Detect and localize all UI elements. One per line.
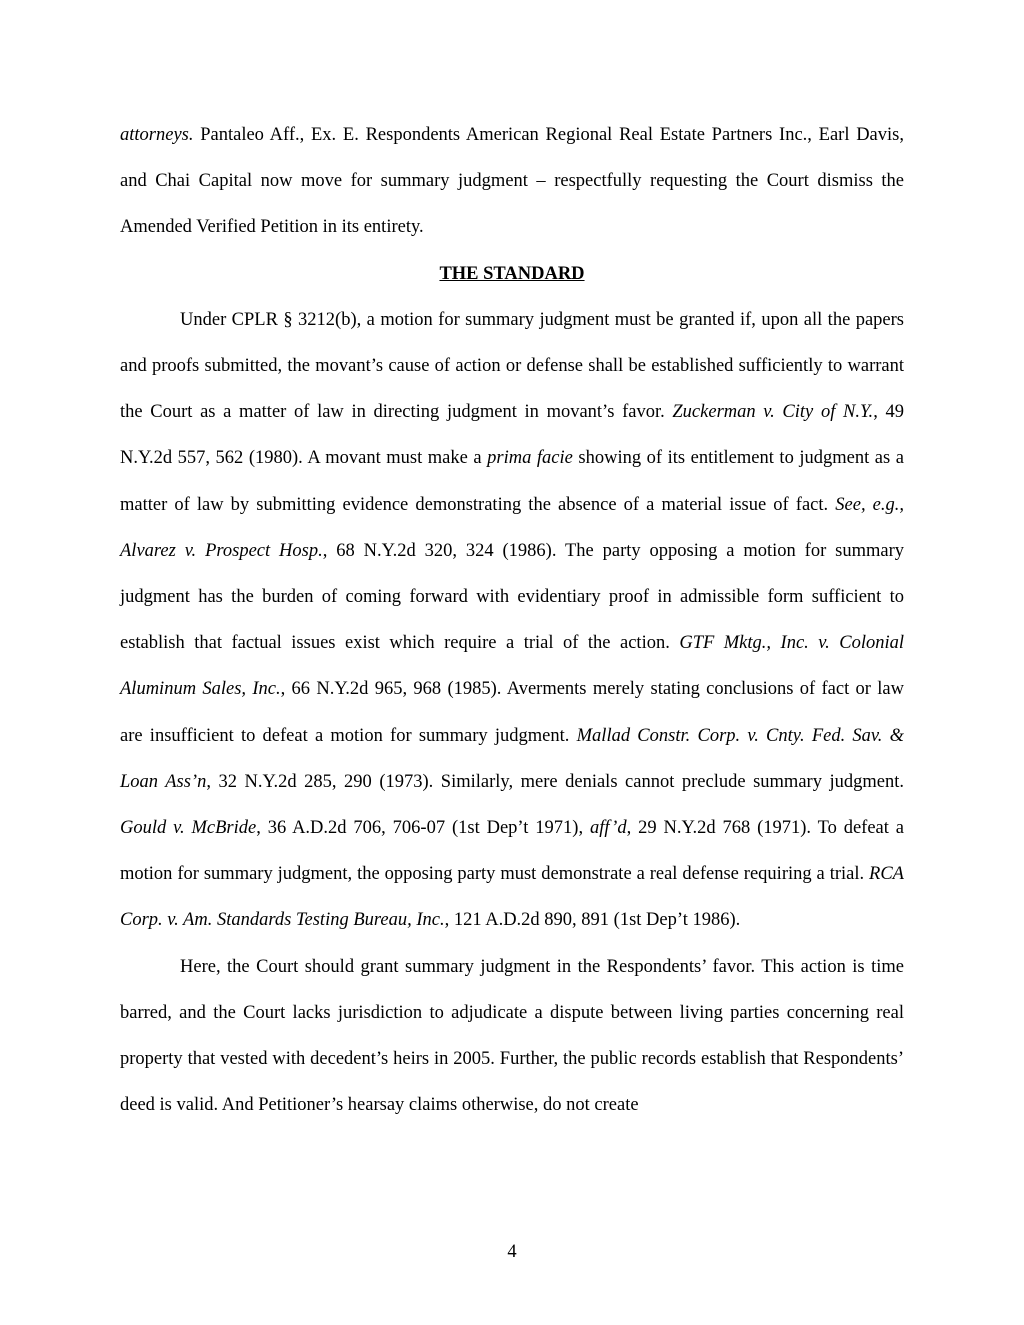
page-number: 4 [507,1242,517,1262]
text-run: , 32 N.Y.2d 285, 290 (1973). Similarly, mere denials cannot preclude summary judgment. [206,771,904,792]
citation: RCA Corp. v. Am. Standards Testing Bureau, Inc. [120,864,904,931]
citation: GTF Mktg., Inc. v. Colonial Aluminum Sales, Inc. [120,633,904,700]
text-run: Here, the Court should grant summary judgment in the Respondents’ favor. This action is time barred, and the Court lacks jurisdiction to adjudicate a dispute between living parties concerning real property that vested with decedent’s heirs in 2005. Further, the public records establish that Respondents’ deed is valid. And Petitioner’s hearsay claims otherwise, do not create [120,956,904,1116]
citation: Gould v. McBride [120,818,257,839]
text-run: , 66 N.Y.2d 965, 968 (1985). Averments merely stating conclusions of fact or law are insufficient to defeat a motion for summary judgment. [120,679,904,746]
text-run: , 29 N.Y.2d 768 (1971). To defeat a motion for summary judgment, the opposing party must demonstrate a real defense requiring a trial. [120,818,904,885]
paragraph-3 [120,944,904,1129]
paragraph-1 [120,112,904,251]
citation: aff’d [589,818,627,839]
text-run: Under CPLR § 3212(b), a motion for summary judgment must be granted if, upon all the papers and proofs submitted, the movant’s cause of action or defense shall be established sufficiently to warrant the Court as a matter of law in directing judgment in movant’s favor. [120,309,904,423]
text-run: , 121 A.D.2d 890, 891 (1st Dep’t 1986). [444,910,741,931]
text-run: , 49 N.Y.2d 557, 562 (1980). A movant must make a [120,402,904,469]
text-run: , 36 A.D.2d 706, 706-07 (1st Dep’t 1971), [256,818,590,839]
citation: See, e.g., Alvarez v. Prospect Hosp. [120,494,905,561]
citation: Zuckerman v. City of N.Y. [672,402,874,423]
body-text [120,112,904,1128]
text-run: showing of its entitlement to judgment as a matter of law by submitting evidence demonstrating the absence of a material issue of fact. [120,448,904,515]
section-heading: THE STANDARD [439,263,585,284]
paragraph-2 [120,297,904,944]
text-run: Pantaleo Aff., Ex. E. Respondents American Regional Real Estate Partners Inc., Earl Davis, and Chai Capital now move for summary judgment – respectfully requesting the Court dismiss the Amended Verified Petition in its entirety. [120,125,904,238]
text-run: , 68 N.Y.2d 320, 324 (1986). The party opposing a motion for summary judgment has the burden of coming forward with evidentiary proof in admissible form sufficient to establish that factual issues exist which require a trial of the action. [120,540,904,654]
citation: Mallad Constr. Corp. v. Cnty. Fed. Sav. & Loan Ass’n [120,725,904,792]
latin-term: prima facie [487,448,573,469]
citation: attorneys. [120,125,194,145]
